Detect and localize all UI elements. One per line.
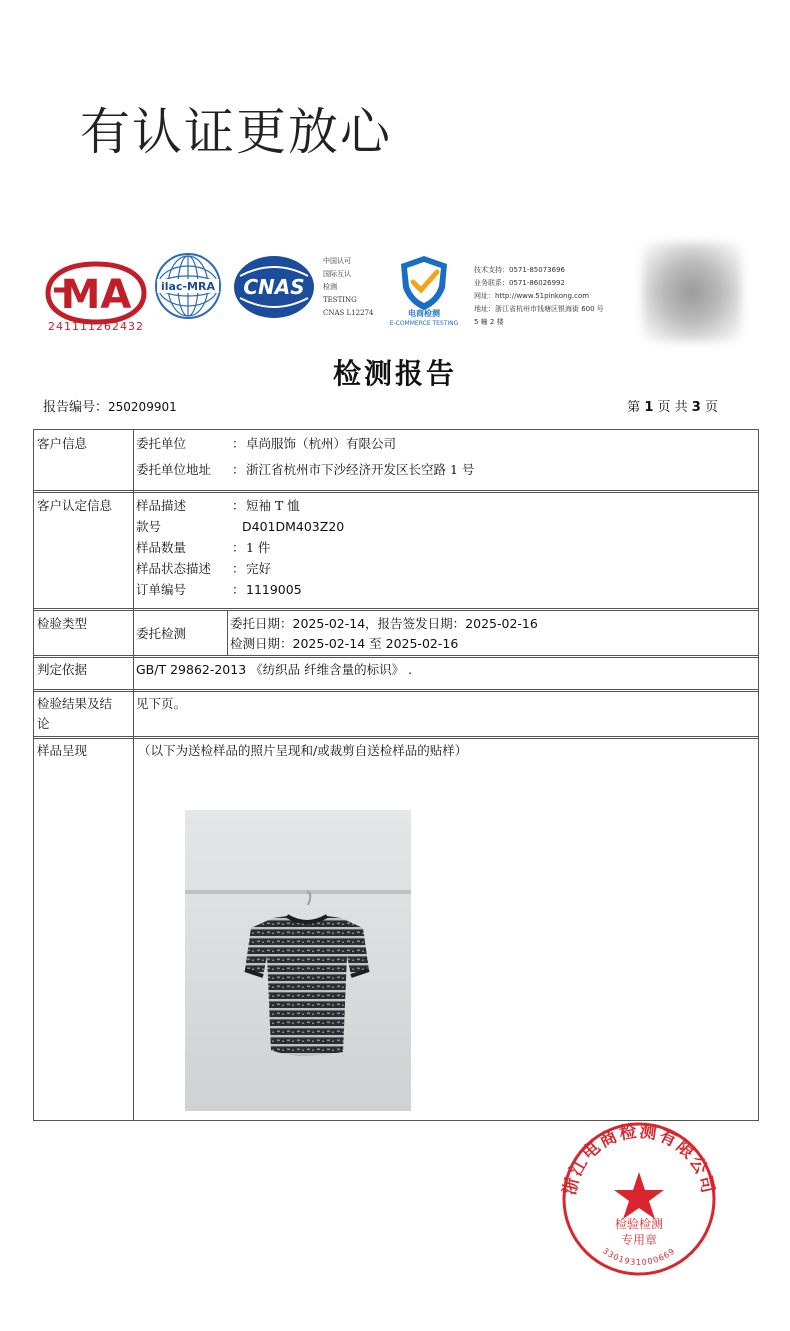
result-section-label-1: 检验结果及结 bbox=[37, 696, 113, 711]
sample-style-value: D401DM403Z20 bbox=[242, 519, 345, 534]
presentation-note: （以下为送检样品的照片呈现和/或裁剪自送检样品的贴样） bbox=[138, 743, 468, 758]
result-value: 见下页。 bbox=[136, 696, 187, 711]
sample-desc-label: 样品描述 bbox=[136, 498, 187, 513]
issue-label: ，报告签发日期： bbox=[365, 616, 466, 631]
basis-standard: GB/T 29862-2013 bbox=[136, 662, 247, 677]
contact-line: 地址：浙江省杭州市钱塘区银海街 600 号 bbox=[474, 305, 604, 313]
client-address-colon: ： bbox=[232, 462, 245, 477]
column-divider bbox=[227, 610, 228, 656]
test-start: 2025-02-14 bbox=[292, 636, 366, 651]
inspection-type-value: 委托检测 bbox=[136, 626, 187, 641]
client-unit-label: 委托单位 bbox=[136, 436, 187, 451]
commission-line bbox=[230, 614, 538, 634]
svg-text:CNAS: CNAS bbox=[243, 275, 305, 299]
row-divider bbox=[34, 608, 758, 611]
client-address-label: 委托单位地址 bbox=[136, 462, 212, 477]
sample-photo bbox=[185, 810, 411, 1111]
stamp-center-line-1: 检验检测 bbox=[614, 1217, 664, 1231]
client-unit-colon: ： bbox=[232, 436, 245, 451]
sample-state-label: 样品状态描述 bbox=[136, 561, 212, 576]
sample-style-label: 款号 bbox=[136, 519, 162, 534]
basis-section-label: 判定依据 bbox=[37, 662, 88, 677]
ecommerce-testing-english: E-COMMERCE TESTING bbox=[389, 320, 459, 327]
sample-desc-value: 短袖 T 恤 bbox=[246, 498, 300, 513]
row-divider bbox=[34, 655, 758, 658]
basis-standard-name: 《纺织品 纤维含量的标识》 . bbox=[250, 662, 413, 677]
contact-line: 网址：http://www.51pinkong.com bbox=[474, 292, 590, 300]
contact-line: 业务联系：0571-86026992 bbox=[474, 279, 565, 287]
report-table bbox=[33, 429, 759, 1121]
cma-number: 241111262432 bbox=[48, 320, 144, 333]
row-divider bbox=[34, 736, 758, 739]
contact-line: 5 幢 2 楼 bbox=[474, 318, 504, 326]
cnas-note: CNAS L12274 bbox=[323, 309, 374, 317]
test-label: 检测日期： bbox=[230, 636, 293, 651]
official-red-seal-icon bbox=[560, 1120, 718, 1278]
result-section-label-2: 论 bbox=[37, 716, 50, 731]
cnas-note: 检测 bbox=[323, 283, 337, 291]
cnas-note: 中国认可 bbox=[323, 257, 351, 265]
row-divider bbox=[34, 689, 758, 692]
sample-order-label: 订单编号 bbox=[136, 582, 187, 597]
report-number-label: 报告编号： bbox=[43, 400, 109, 415]
sample-colon: ： bbox=[232, 582, 245, 597]
blurred-qr-code-icon bbox=[642, 242, 742, 342]
headline: 有认证更放心 bbox=[80, 103, 392, 161]
test-mid: 至 bbox=[365, 636, 386, 651]
client-unit-value: 卓尚服饰（杭州）有限公司 bbox=[246, 436, 397, 451]
basis-value bbox=[136, 660, 412, 680]
client-section-label: 客户信息 bbox=[37, 436, 88, 451]
cnas-notes bbox=[323, 255, 373, 320]
cnas-logo-icon bbox=[232, 254, 316, 320]
client-address-value: 浙江省杭州市下沙经济开发区长空路 1 号 bbox=[246, 462, 475, 477]
commission-label: 委托日期： bbox=[230, 616, 293, 631]
sample-qty-label: 样品数量 bbox=[136, 540, 187, 555]
cma-logo-icon bbox=[44, 258, 148, 328]
svg-text:ilac-MRA: ilac-MRA bbox=[161, 280, 215, 293]
stamp-number: 3301931000669 bbox=[601, 1246, 677, 1267]
report-number bbox=[43, 396, 177, 415]
cnas-note: TESTING bbox=[323, 296, 357, 304]
row-divider bbox=[34, 490, 758, 493]
test-date-line bbox=[230, 634, 458, 654]
sample-order-value: 1119005 bbox=[246, 582, 302, 597]
presentation-section-label: 样品呈现 bbox=[37, 743, 88, 758]
page-indicator bbox=[627, 396, 718, 415]
sample-section-label: 客户认定信息 bbox=[37, 498, 113, 513]
page-mid: 页 共 bbox=[657, 400, 688, 415]
cnas-note: 国际互认 bbox=[323, 270, 351, 278]
sample-colon: ： bbox=[232, 561, 245, 576]
ecommerce-testing-name: 电商检测 bbox=[408, 309, 440, 318]
page-total: 3 bbox=[691, 400, 701, 415]
svg-text:MA: MA bbox=[60, 272, 132, 318]
stamp-ring-text: 浙江电商检测有限公司 bbox=[560, 1121, 718, 1197]
sample-state-value: 完好 bbox=[246, 561, 272, 576]
commission-date: 2025-02-14 bbox=[292, 616, 366, 631]
page-prefix: 第 bbox=[627, 400, 641, 415]
ilac-mra-logo-icon bbox=[154, 252, 222, 320]
inspection-section-label: 检验类型 bbox=[37, 616, 88, 631]
report-title: 检测报告 bbox=[332, 357, 457, 390]
stamp-center-line-2: 专用章 bbox=[620, 1233, 658, 1247]
page-current: 1 bbox=[644, 400, 654, 415]
sample-colon: ： bbox=[232, 498, 245, 513]
sample-qty-value: 1 件 bbox=[246, 540, 271, 555]
test-end: 2025-02-16 bbox=[385, 636, 459, 651]
issue-date: 2025-02-16 bbox=[465, 616, 538, 631]
page-suffix: 页 bbox=[704, 400, 718, 415]
ecommerce-testing-shield-icon bbox=[389, 252, 459, 312]
certification-logos bbox=[44, 250, 764, 340]
column-divider bbox=[133, 430, 134, 1120]
report-number-value: 250209901 bbox=[108, 400, 177, 414]
contact-line: 技术支持：0571-85073696 bbox=[474, 266, 565, 274]
tshirt-image-icon bbox=[185, 810, 411, 1111]
sample-colon: ： bbox=[232, 540, 245, 555]
